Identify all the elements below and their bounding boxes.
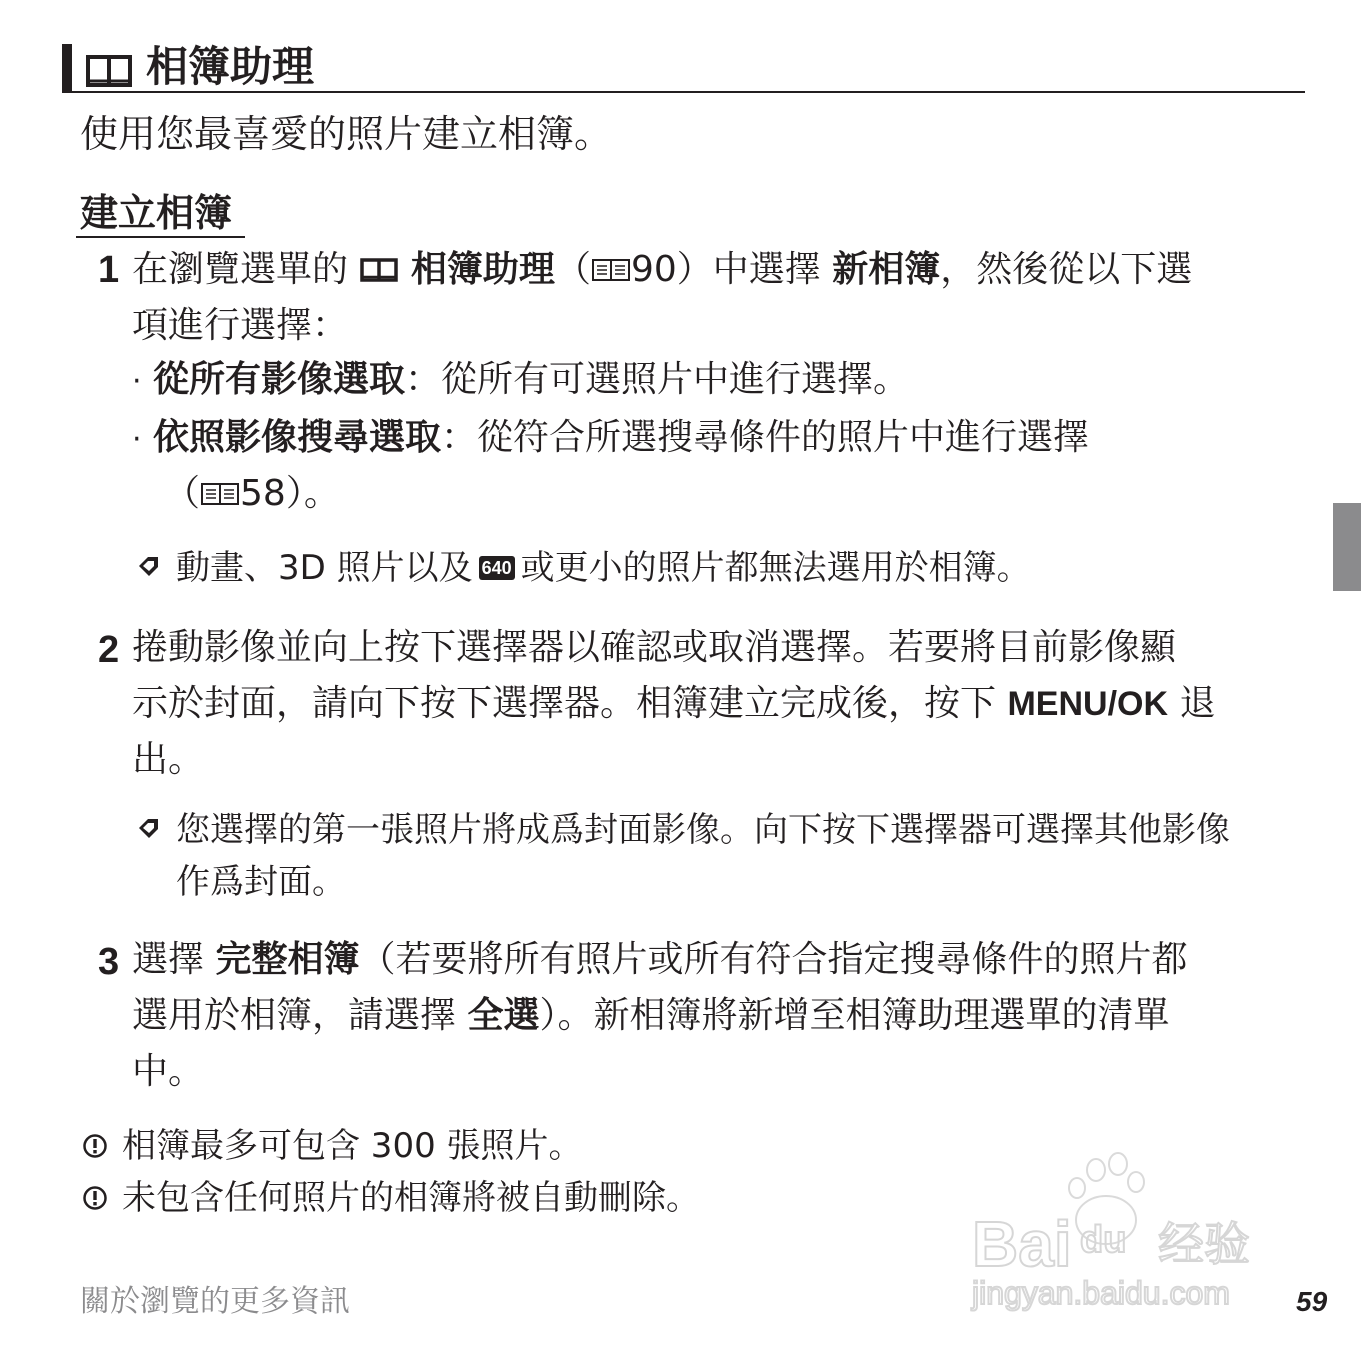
option-name: 從所有影像選取: [153, 359, 406, 400]
step-text: 示於封面，請向下按下選擇器。相簿建立完成後，按下: [132, 683, 997, 724]
bullet-dot: ·: [132, 422, 142, 457]
step-text: 選擇: [132, 939, 205, 980]
note: [136, 542, 1031, 594]
option-name: 新相簿: [832, 249, 941, 290]
image-size-badge: 640: [479, 556, 515, 580]
menu-ok-key: MENU/OK: [1007, 685, 1169, 723]
separator: ：: [441, 417, 478, 458]
list-item: [132, 410, 1089, 468]
menu-name: 相簿助理: [410, 249, 555, 290]
caution-item: [82, 1120, 583, 1172]
page-reference: 58: [240, 473, 286, 514]
step-3-line-3: 中。: [132, 1051, 205, 1092]
caution-icon: [82, 1185, 108, 1211]
step-1-line-2: 項進行選擇：: [132, 305, 349, 346]
note: [136, 804, 1230, 856]
section-heading-underline: [76, 236, 245, 238]
step-text: 選用於相簿，請選擇: [132, 995, 457, 1036]
step-text: 退: [1179, 683, 1216, 724]
step-number: 2: [98, 629, 120, 671]
step-number: 1: [98, 249, 120, 291]
album-icon: [359, 257, 399, 283]
ref-close: ）。: [285, 473, 340, 514]
caution-icon: [82, 1133, 108, 1159]
baidu-watermark: [968, 1148, 1288, 1318]
bullet-text: 從所有可選照片中進行選擇。: [441, 359, 910, 400]
watermark-cn: 经验: [1158, 1217, 1250, 1271]
note-text: 您選擇的第一張照片將成爲封面影像。向下按下選擇器可選擇其他影像: [176, 810, 1230, 850]
watermark-url: jingyan.baidu.com: [972, 1275, 1230, 1311]
list-item: [132, 352, 909, 410]
step-text: ）。新相簿將新增至相簿助理選單的清單: [539, 995, 1170, 1036]
option-name: 全選: [467, 995, 540, 1036]
step-number: 3: [98, 941, 120, 983]
note-text: 或更小的照片都無法選用於相簿。: [520, 548, 1031, 588]
note-text: 動畫、3D 照片以及: [176, 548, 473, 588]
footer-section-title: 關於瀏覽的更多資訊: [80, 1284, 350, 1319]
ref-open: （: [554, 249, 591, 290]
page-reference-icon: [591, 258, 631, 282]
note-icon: [136, 553, 162, 579]
step-text: 在瀏覽選單的: [132, 249, 349, 290]
step-1-line-1: [132, 242, 1192, 298]
section-heading: 建立相簿: [80, 191, 233, 235]
option-name: 依照影像搜尋選取: [153, 417, 442, 458]
step-3-line-2: [132, 988, 1170, 1044]
bullet-dot: ·: [132, 364, 142, 399]
album-icon: [86, 54, 132, 88]
page-reference: 90: [630, 249, 677, 290]
page-title: 相簿助理: [146, 42, 315, 91]
note-continuation: 作爲封面。: [176, 862, 346, 902]
separator: ：: [405, 359, 442, 400]
step-2-line-1: 捲動影像並向上按下選擇器以確認或取消選擇。若要將目前影像顯: [132, 627, 1177, 668]
page-reference-icon: [200, 482, 240, 506]
bullet-text: 從符合所選搜尋條件的照片中進行選擇: [477, 417, 1090, 458]
chapter-tab: [1333, 503, 1361, 591]
bullet-continuation: [164, 466, 340, 522]
caution-text: 相簿最多可包含 300 張照片。: [122, 1126, 583, 1166]
ref-close: ）中選擇: [676, 249, 821, 290]
step-text: ，然後從以下選: [940, 249, 1193, 290]
watermark-brand: Bai: [972, 1208, 1072, 1280]
caution-item: [82, 1172, 700, 1224]
page-number: 59: [1296, 1286, 1328, 1317]
note-icon: [136, 815, 162, 841]
step-2-line-2: [132, 676, 1216, 732]
intro-text: 使用您最喜愛的照片建立相簿。: [80, 112, 613, 156]
option-name: 完整相簿: [215, 939, 360, 980]
title-accent-bar: [62, 44, 72, 92]
step-2-line-3: 出。: [132, 739, 205, 780]
ref-open: （: [164, 473, 201, 514]
caution-text: 未包含任何照片的相簿將被自動刪除。: [122, 1178, 700, 1218]
step-text: （若要將所有照片或所有符合指定搜尋條件的照片都: [359, 939, 1188, 980]
watermark-brand-du: du: [1080, 1219, 1127, 1261]
step-3-line-1: [132, 932, 1188, 988]
